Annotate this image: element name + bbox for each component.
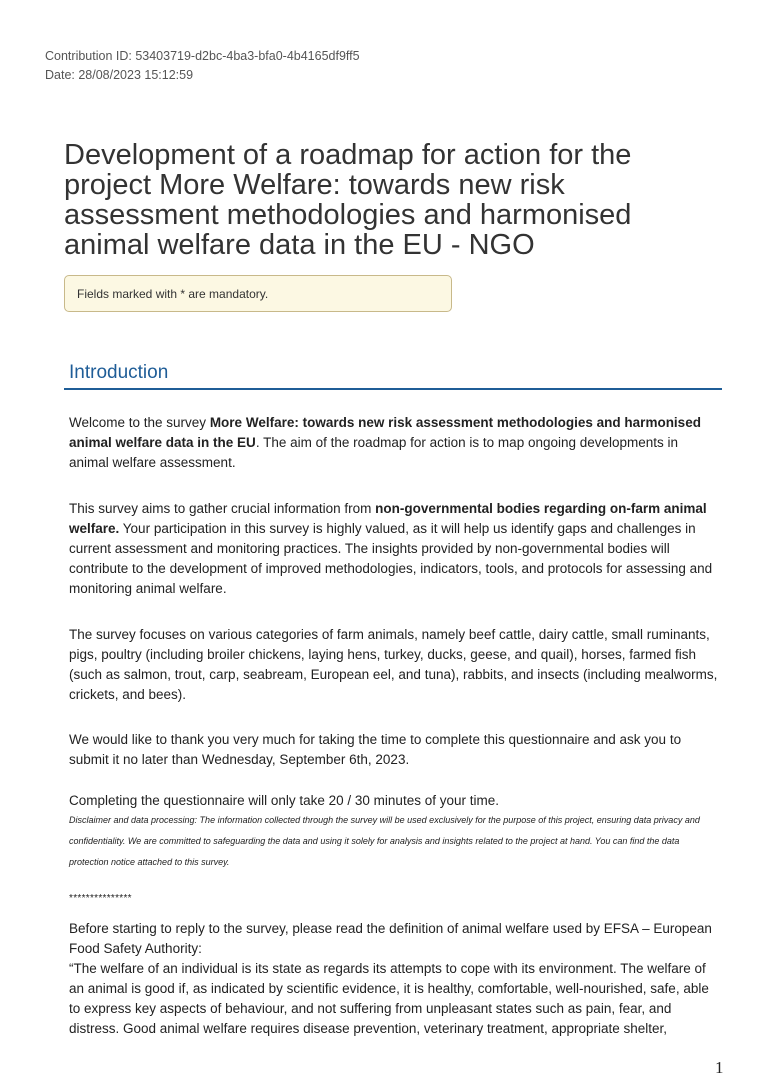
mandatory-fields-notice: Fields marked with * are mandatory.	[64, 275, 452, 312]
page-title: Development of a roadmap for action for the project More Welfare: towards new risk assessment methodologies and harmonised animal welfare data in the EU - NGO	[64, 139, 632, 261]
intro-paragraph-welcome	[69, 413, 719, 473]
intro-paragraph-aims	[69, 499, 719, 599]
document-meta	[45, 47, 360, 85]
intro-paragraph-duration: Completing the questionnaire will only take 20 / 30 minutes of your time.	[69, 793, 499, 808]
text-run: Welcome to the survey	[69, 415, 210, 430]
intro-paragraph-definition-quote: “The welfare of an individual is its state as regards its attempts to cope with its environment. The welfare of an animal is good if, as indicated by scientific evidence, it is healthy, comfortable, well-nourished, safe, able to express key aspects of behaviour, and not suffering from unpleasant states such as pain, fear, and distress. Good animal welfare requires disease prevention, veterinary treatment, appropriate shelter,	[69, 961, 709, 1036]
text-run: This survey aims to gather crucial information from	[69, 501, 376, 516]
separator-stars: ***************	[69, 893, 132, 904]
section-divider	[64, 388, 722, 390]
intro-paragraph-animals: The survey focuses on various categories of farm animals, namely beef cattle, dairy cattle, small ruminants, pigs, poultry (including broiler chickens, laying hens, turkey, ducks, geese, and quail), horses, farmed fish (such as salmon, trout, carp, seabream, European eel, and tuna), rabbits, and insects (including mealworms, crickets, and bees).	[69, 627, 718, 702]
text-run: . The aim of the roadmap for action is to map ongoing developments in animal welfare assessment.	[69, 435, 679, 470]
submission-date: Date: 28/08/2023 15:12:59	[45, 68, 194, 82]
contribution-id: Contribution ID: 53403719-d2bc-4ba3-bfa0-4b4165df9ff5	[45, 49, 360, 63]
survey-name: More Welfare: towards new risk assessment methodologies and harmonised animal welfare data in the EU	[69, 415, 701, 450]
section-title-introduction: Introduction	[69, 362, 169, 383]
disclaimer-text: Disclaimer and data processing: The information collected through the survey will be used exclusively for the purpose of this project, ensuring data privacy and confidentiality. We are committed to safeguarding the data and using it solely for analysis and insights related to the project at hand. You can find the data protection notice attached to this survey.	[69, 815, 700, 867]
target-group: non-governmental bodies regarding on-farm animal welfare.	[69, 501, 707, 536]
text-run: Your participation in this survey is highly valued, as it will help us identify gaps and challenges in current assessment and monitoring practices. The insights provided by non-governmental bodies will contribute to the development of improved methodologies, indicators, tools, and protocols for assessing and monitoring animal welfare.	[69, 521, 713, 596]
intro-paragraph-deadline: We would like to thank you very much for taking the time to complete this questionnaire and ask you to submit it no later than Wednesday, September 6th, 2023.	[69, 732, 682, 767]
page-number: 1	[715, 1058, 724, 1077]
intro-paragraph-definition-lead: Before starting to reply to the survey, please read the definition of animal welfare used by EFSA – European Food Safety Authority:	[69, 921, 712, 956]
